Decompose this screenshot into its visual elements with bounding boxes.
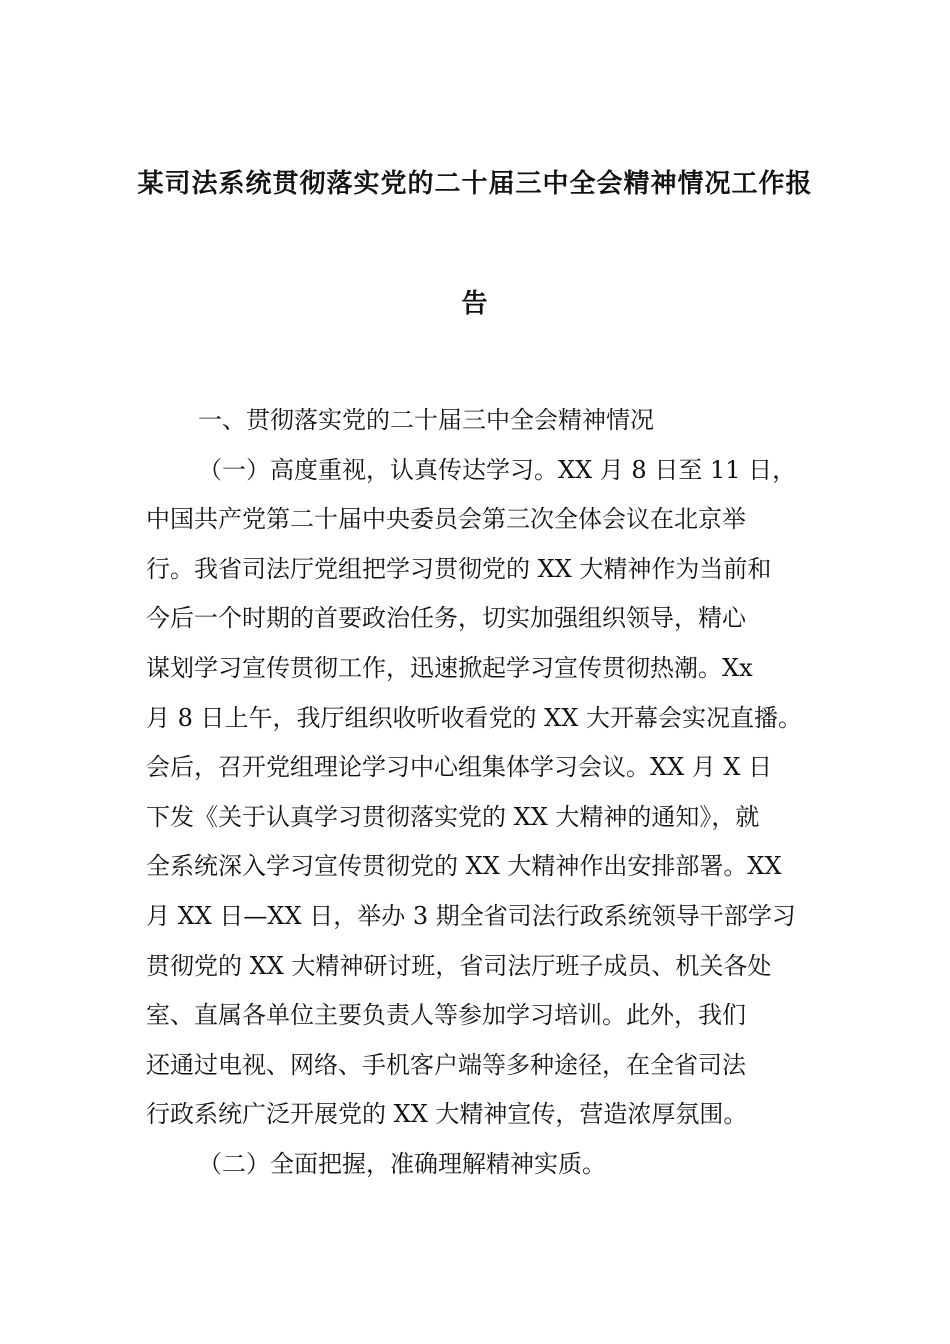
paragraph-line: 贯彻党的 XX 大精神研讨班，省司法厅班子成员、机关各处 (146, 951, 772, 980)
paragraph-line: 今后一个时期的首要政治任务，切实加强组织领导，精心 (146, 604, 746, 633)
paragraph-line: 室、直属各单位主要负责人等参加学习培训。此外，我们 (146, 1001, 746, 1030)
paragraph-line: 下发《关于认真学习贯彻落实党的 XX 大精神的通知》，就 (146, 802, 760, 831)
paragraph-line: 月 XX 日—XX 日，举办 3 期全省司法行政系统领导干部学习 (146, 901, 796, 930)
paragraph-line: 还通过电视、网络、手机客户端等多种途径，在全省司法 (146, 1050, 746, 1079)
paragraph-line: 行政系统广泛开展党的 XX 大精神宣传，营造浓厚氛围。 (146, 1100, 748, 1129)
paragraph-line: 会后，召开党组理论学习中心组集体学习会议。XX 月 X 日 (146, 753, 773, 782)
paragraph-line: 行。我省司法厅党组把学习贯彻党的 XX 大精神作为当前和 (146, 554, 772, 583)
paragraph-line: 月 8 日上午，我厅组织收听收看党的 XX 大开幕会实况直播。 (146, 703, 802, 732)
paragraph-line: 全系统深入学习宣传贯彻党的 XX 大精神作出安排部署。XX (146, 852, 782, 881)
paragraph-line: 中国共产党第二十届中央委员会第三次全体会议在北京举 (146, 505, 746, 534)
paragraph-line: （一）高度重视，认真传达学习。XX 月 8 日至 11 日， (198, 455, 797, 484)
section-heading-1: 一、贯彻落实党的二十届三中全会精神情况 (198, 406, 654, 434)
document-title-line-1: 某司法系统贯彻落实党的二十届三中全会精神情况工作报 (137, 169, 813, 199)
paragraph-line: 谋划学习宣传贯彻工作，迅速掀起学习宣传贯彻热潮。Xx (146, 653, 753, 682)
document-body (146, 396, 846, 1190)
section-heading-2: （二）全面把握，准确理解精神实质。 (198, 1149, 606, 1178)
paragraph-1 (146, 446, 846, 1140)
document-title-line-2: 告 (461, 289, 489, 319)
